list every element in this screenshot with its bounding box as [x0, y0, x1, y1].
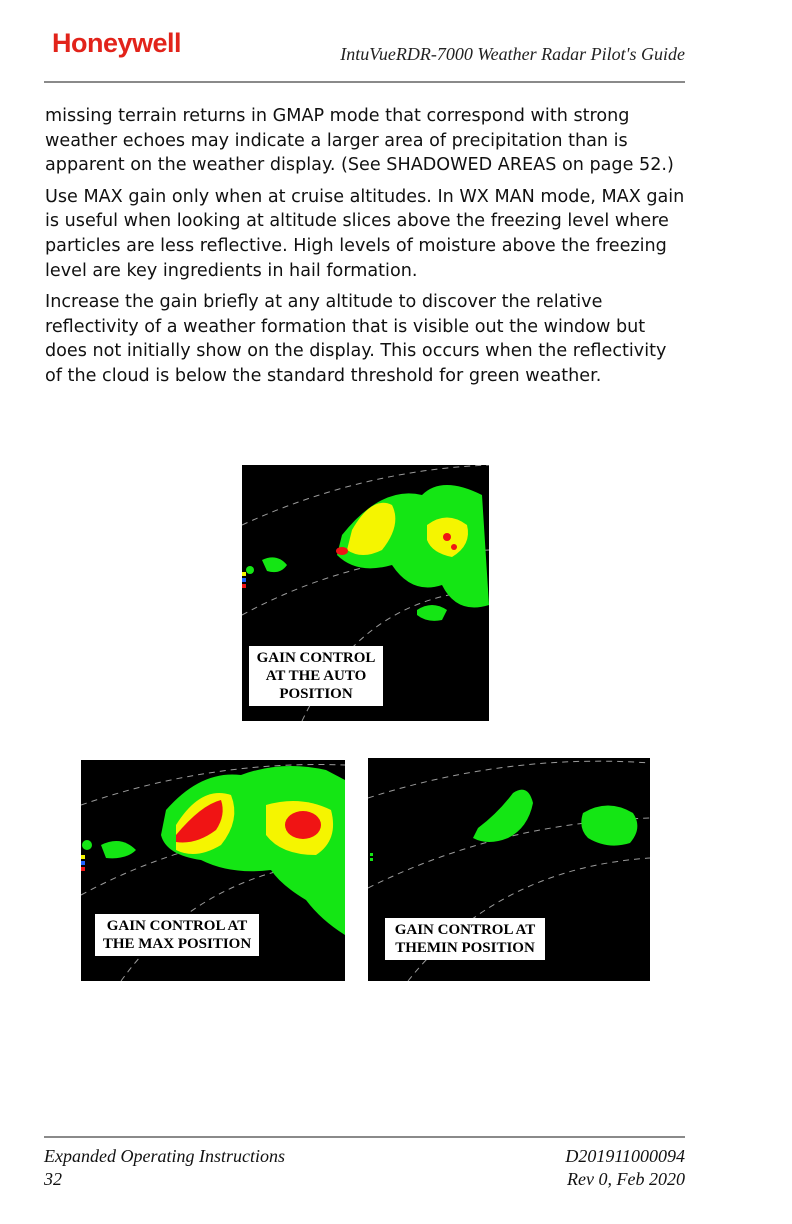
radar-image-max-gain — [81, 760, 345, 981]
radar-image-min-gain — [368, 758, 650, 981]
paragraph-max-gain: Use MAX gain only when at cruise altitudes. In WX MAN mode, MAX gain is useful when looking at altitude slices above the freezing level where particles are less reflective. High levels of moisture above the freezing level are key ingredients in hail formation. — [45, 186, 685, 281]
paragraph-increase-gain: Increase the gain briefly at any altitude to discover the relative reflectivity of a weather formation that is visible out the window but does not initially show on the display. This occurs when the reflectivity of the cloud is below the standard threshold for green weather. — [45, 292, 667, 386]
footer-section-title: Expanded Operating Instructions — [44, 1146, 285, 1166]
honeywell-logo: Honeywell — [52, 28, 182, 58]
header-divider — [44, 81, 685, 83]
body-text — [45, 104, 685, 396]
document-title: IntuVueRDR-7000 Weather Radar Pilot's Guide — [340, 44, 685, 64]
caption-auto-gain: GAIN CONTROL AT THE AUTO POSITION — [249, 646, 383, 706]
footer-document-number: D201911000094 — [565, 1146, 685, 1166]
caption-min-gain: GAIN CONTROL AT THEMIN POSITION — [385, 918, 545, 960]
paragraph-shadowed-areas: missing terrain returns in GMAP mode that correspond with strong weather echoes may indicate a larger area of precipitation than is apparent on the weather display. (See SHADOWED AREAS on page 52.) — [45, 106, 674, 176]
caption-max-gain: GAIN CONTROL AT THE MAX POSITION — [95, 914, 259, 956]
footer-divider — [44, 1136, 685, 1138]
radar-image-auto-gain — [242, 465, 489, 721]
footer-page-number: 32 — [44, 1169, 62, 1189]
footer-revision: Rev 0, Feb 2020 — [567, 1169, 685, 1189]
